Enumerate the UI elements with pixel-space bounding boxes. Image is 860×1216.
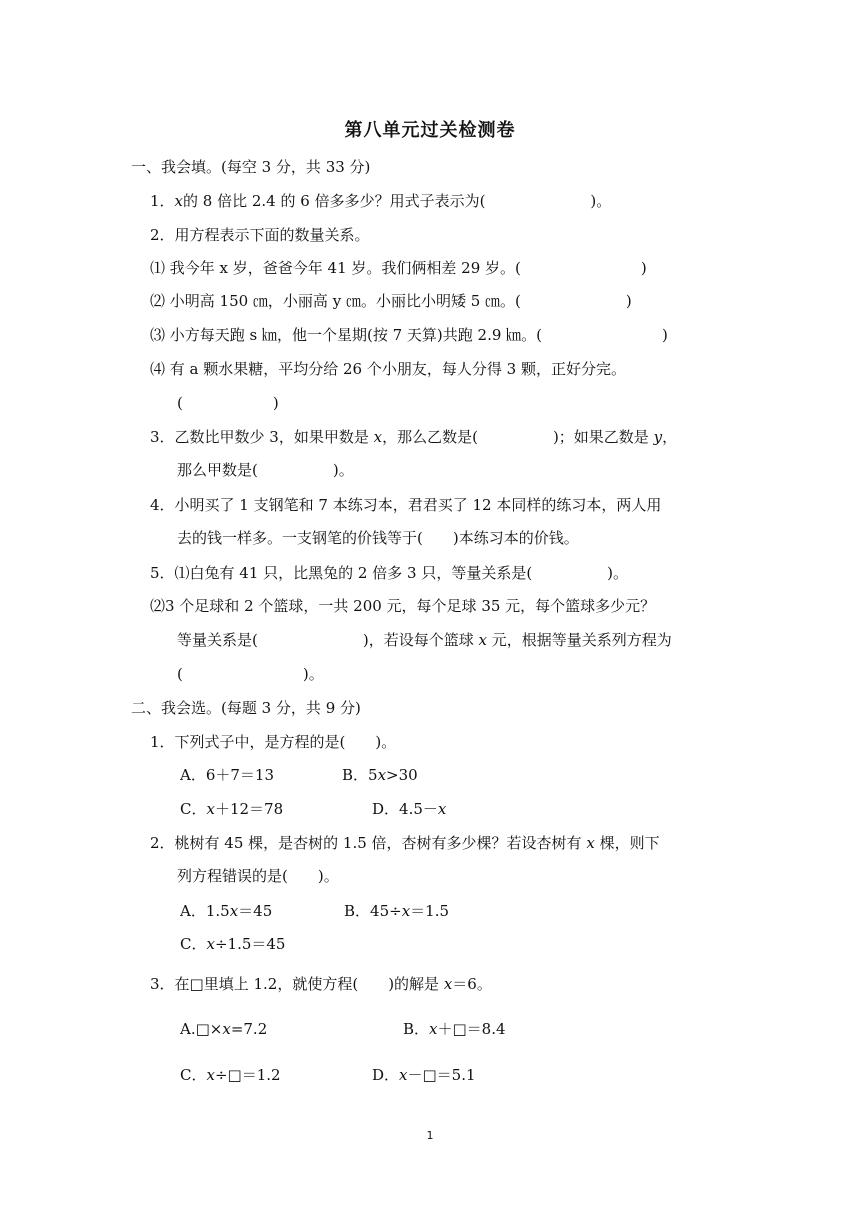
variable-x: x [443, 975, 453, 993]
variable-x: x [373, 428, 383, 446]
option-text: ＋12＝78 [214, 800, 284, 818]
question-2-2-line-2: 列方程错误的是( )。 [177, 867, 339, 885]
question-1-3 [150, 426, 677, 448]
variable-x: x [206, 1066, 215, 1084]
question-text: 的 8 倍比 2.4 的 6 倍多多少？用式子表示为( )。 [183, 192, 612, 210]
option-text: D． [372, 1066, 400, 1084]
option-text: ÷□＝1.2 [214, 1066, 281, 1084]
variable-x: x [478, 631, 487, 649]
variable-x: x [437, 800, 447, 818]
option-a [180, 1018, 267, 1040]
question-1-2-sub-4: ⑷ 有 a 颗水果糖，平均分给 26 个小朋友，每人分得 3 颗，正好分完。 [150, 360, 626, 378]
question-2-3 [150, 973, 492, 995]
question-1-5-part-2-line-3: ( )。 [177, 665, 324, 683]
variable-x: x [206, 935, 215, 953]
section-heading-fill: 一、我会填。(每空 3 分，共 33 分) [131, 158, 371, 176]
option-text: ＝45 [238, 902, 273, 920]
option-text: －□＝5.1 [407, 1066, 476, 1084]
variable-x: x [206, 800, 215, 818]
question-text: 棵，则下 [594, 834, 660, 852]
question-number: 1． [150, 192, 175, 210]
question-text: 等量关系是( )，若设每个篮球 [177, 631, 479, 649]
question-text: 元，根据等量关系列方程为 [486, 631, 672, 649]
option-c [180, 1064, 281, 1086]
option-a: A．6＋7＝13 [180, 766, 275, 784]
page-title: 第八单元过关检测卷 [344, 120, 516, 141]
option-text: C． [180, 1066, 207, 1084]
question-text: ，那么乙数是( )；如果乙数是 [382, 428, 654, 446]
question-1-5: 5．⑴白兔有 41 只，比黑兔的 2 倍多 3 只，等量关系是( )。 [150, 564, 629, 582]
question-2-1: 1．下列式子中，是方程的是( )。 [150, 733, 397, 751]
question-1-4-line-2: 去的钱一样多。一支钢笔的价钱等于( )本练习本的价钱。 [177, 529, 579, 547]
variable-x: x [229, 902, 239, 920]
question-1-2-sub-3: ⑶ 小方每天跑 s ㎞，他一个星期(按 7 天算)共跑 2.9 ㎞。( ) [150, 326, 668, 344]
question-2-2 [150, 832, 660, 854]
variable-x: x [401, 902, 411, 920]
option-d [372, 1064, 476, 1086]
question-text: ＝6。 [452, 975, 492, 993]
option-text: ＝1.5 [410, 902, 450, 920]
option-b [344, 900, 449, 922]
option-text: ÷1.5＝45 [214, 935, 286, 953]
option-text: C． [180, 935, 207, 953]
option-text: A.□× [180, 1020, 223, 1038]
question-text: 3．在□里填上 1.2，就使方程( )的解是 [150, 975, 444, 993]
option-c [180, 933, 285, 955]
question-1-4: 4．小明买了 1 支钢笔和 7 本练习本，君君买了 12 本同样的练习本，两人用 [150, 496, 662, 514]
question-1-2-sub-1: ⑴ 我今年 x 岁，爸爸今年 41 岁。我们俩相差 29 岁。( ) [150, 259, 647, 277]
option-c [180, 798, 283, 820]
question-text: 3．乙数比甲数少 3，如果甲数是 [150, 428, 374, 446]
question-text: ， [662, 428, 678, 446]
variable-x: x [586, 834, 595, 852]
variable-y: y [653, 428, 663, 446]
question-1-2: 2．用方程表示下面的数量关系。 [150, 226, 370, 244]
option-text: >30 [386, 766, 418, 784]
variable-x: x [222, 1020, 231, 1038]
variable-x: x [429, 1020, 438, 1038]
question-text: 2．桃树有 45 棵，是杏树的 1.5 倍，杏树有多少棵？若设杏树有 [150, 834, 587, 852]
variable-x: x [399, 1066, 408, 1084]
option-text: =7.2 [230, 1020, 268, 1038]
option-text: D．4.5－ [372, 800, 438, 818]
option-text: B．45÷ [344, 902, 402, 920]
option-text: ＋□＝8.4 [437, 1020, 506, 1038]
question-1-5-part-2: ⑵3 个足球和 2 个篮球，一共 200 元，每个足球 35 元，每个篮球多少元？ [150, 597, 656, 615]
variable-x: x [377, 766, 387, 784]
option-text: C． [180, 800, 207, 818]
page-number: 1 [426, 1129, 434, 1142]
question-1-5-part-2-line-2 [177, 629, 672, 651]
option-d [372, 798, 446, 820]
question-1-2-sub-2: ⑵ 小明高 150 ㎝，小丽高 y ㎝。小丽比小明矮 5 ㎝。( ) [150, 292, 632, 310]
question-1-2-sub-4-blank: ( ) [177, 394, 279, 412]
option-b [403, 1018, 506, 1040]
option-text: A．1.5 [180, 902, 230, 920]
question-1-3-line-2: 那么甲数是( )。 [177, 461, 354, 479]
option-a [180, 900, 272, 922]
option-b [342, 764, 418, 786]
variable-x: x [174, 192, 184, 210]
question-1-1 [150, 190, 611, 212]
section-heading-choice: 二、我会选。(每题 3 分，共 9 分) [131, 699, 361, 717]
option-text: B．5 [342, 766, 378, 784]
option-text: B． [403, 1020, 430, 1038]
